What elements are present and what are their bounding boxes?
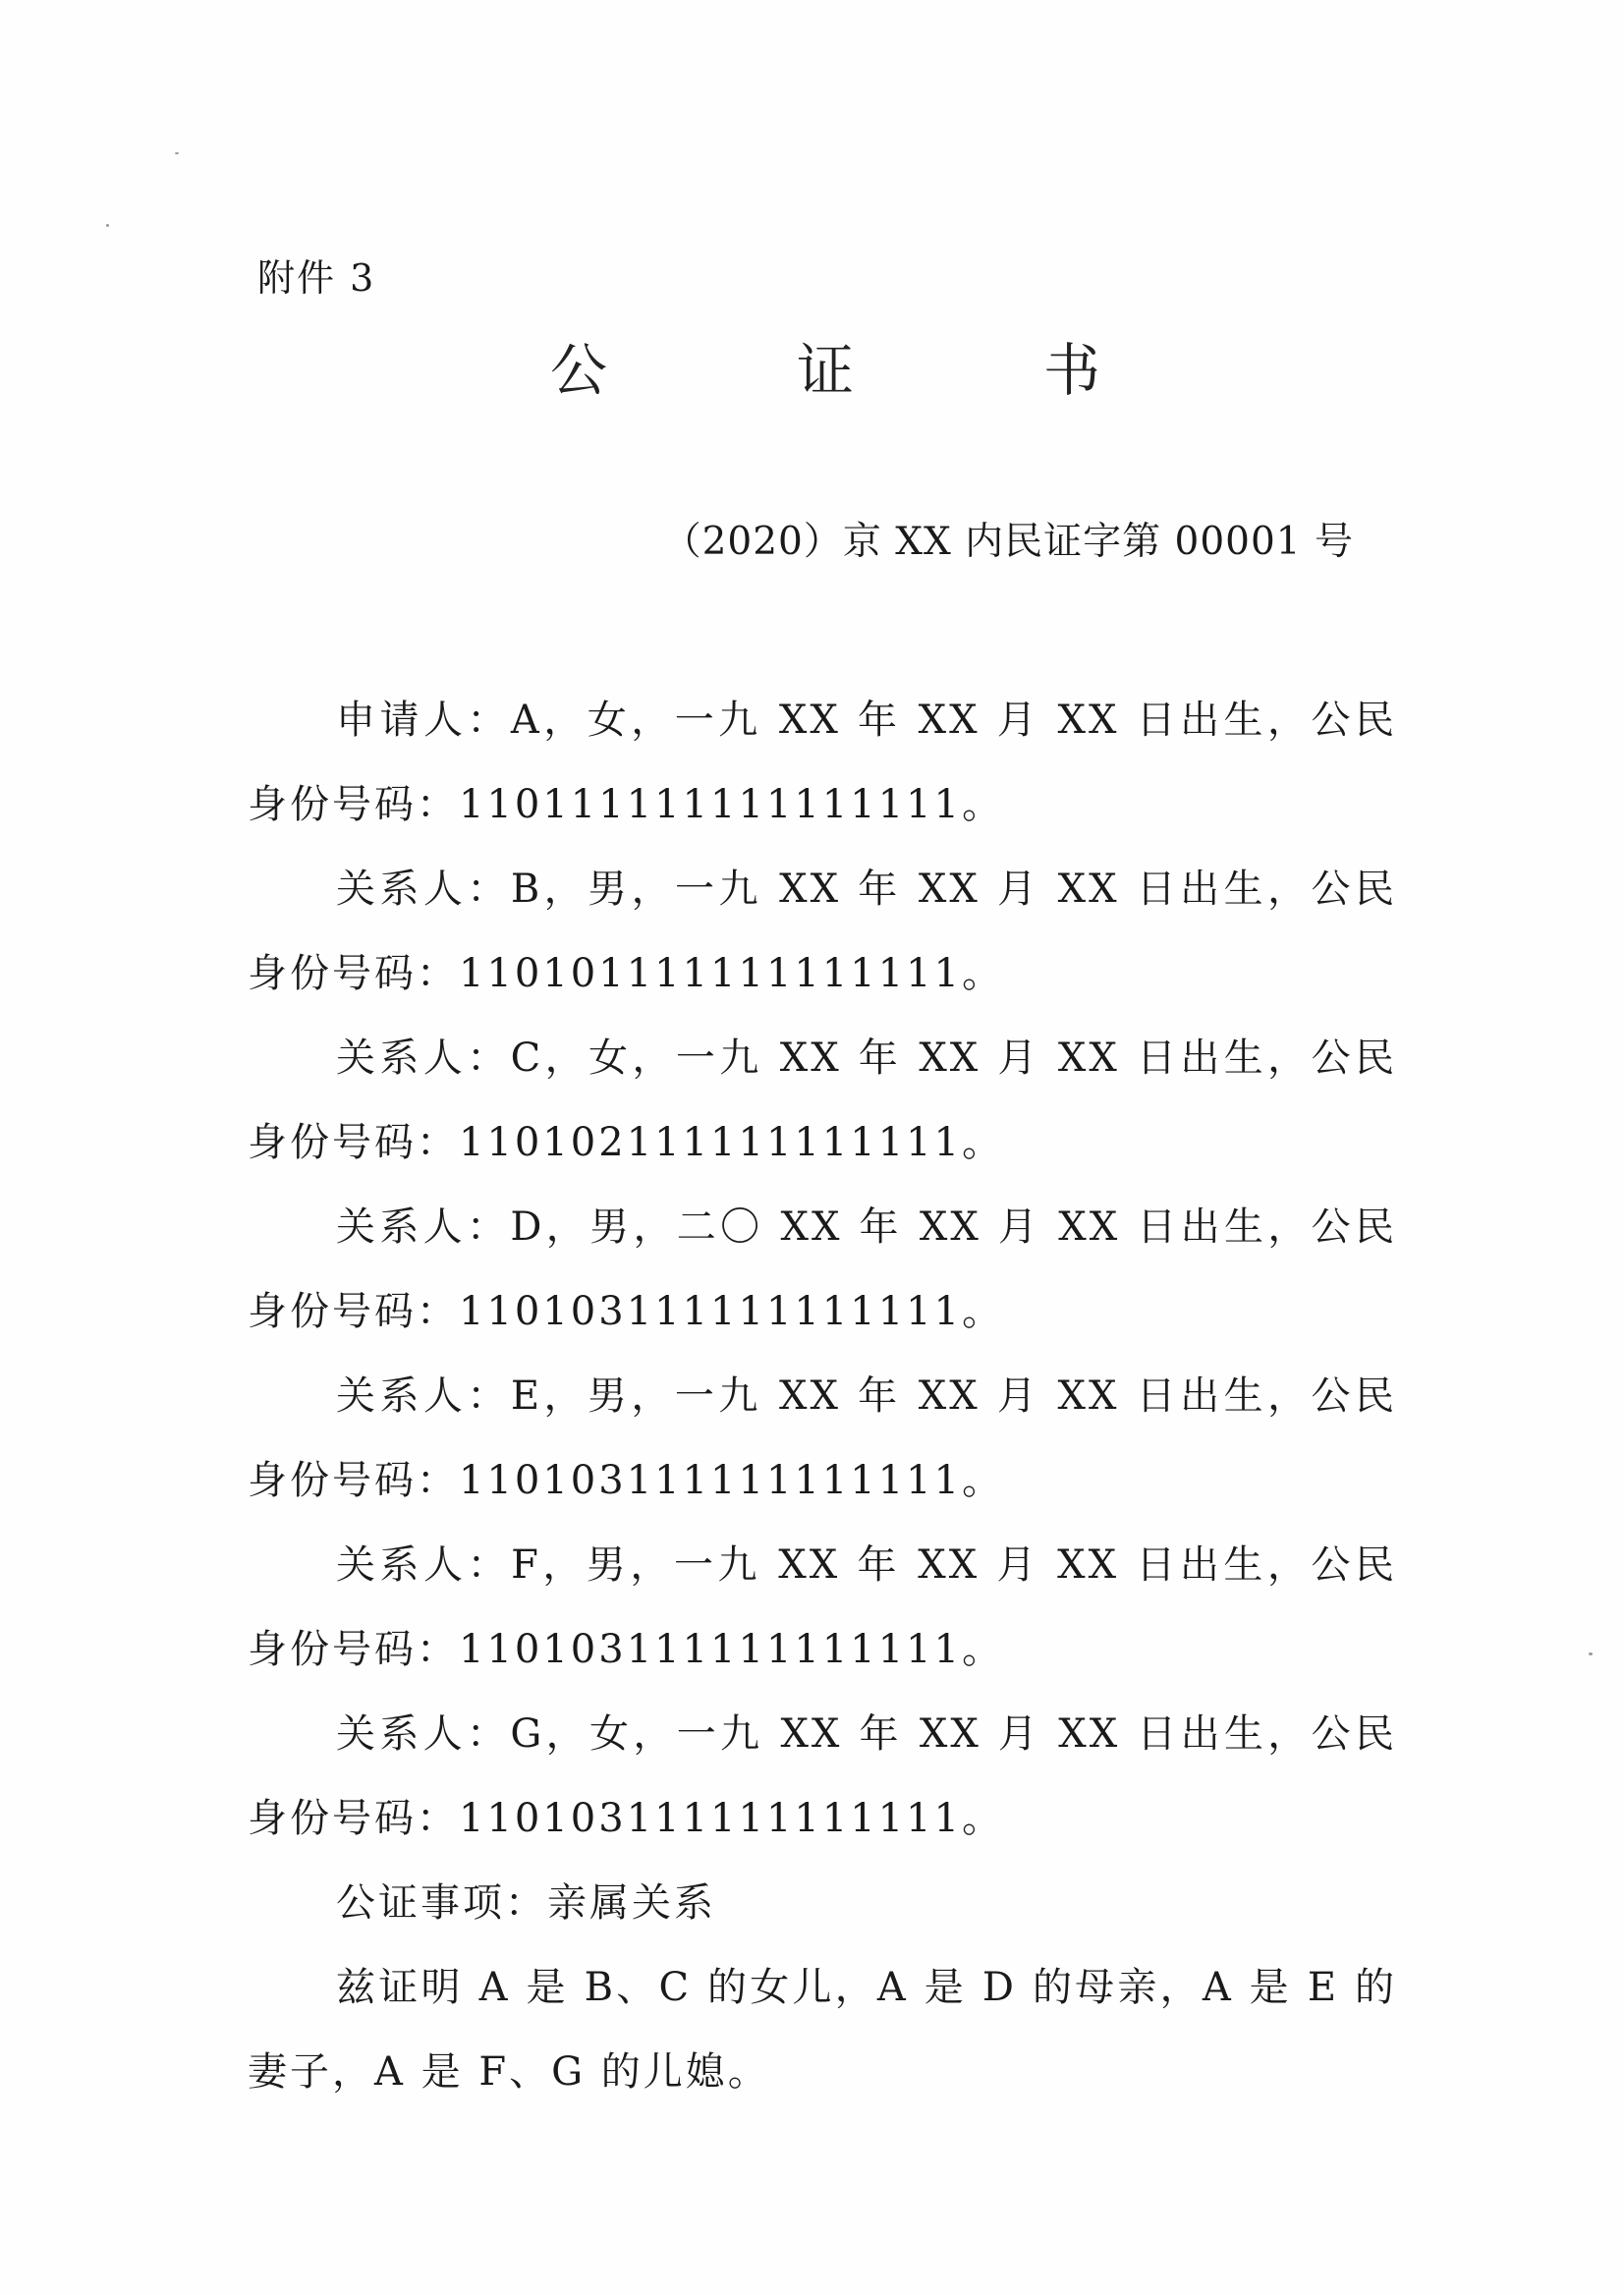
title-char-1: 公: [550, 337, 608, 404]
attachment-label: 附件 3: [257, 256, 376, 300]
related-person-g-paragraph: 关系人：G，女，一九 XX 年 XX 月 XX 日出生，公民身份号码：110103111111111111。: [248, 1711, 1397, 1841]
title-char-2: 证: [796, 337, 854, 404]
scan-speck: [106, 224, 109, 227]
applicant-paragraph: 申请人：A，女，一九 XX 年 XX 月 XX 日出生，公民身份号码：110111111111111111。: [248, 698, 1397, 827]
related-person-b-paragraph: 关系人：B，男，一九 XX 年 XX 月 XX 日出生，公民身份号码：110101111111111111。: [248, 867, 1397, 996]
related-person-e-paragraph: 关系人：E，男，一九 XX 年 XX 月 XX 日出生，公民身份号码：110103111111111111。: [248, 1373, 1397, 1503]
title-char-3: 书: [1042, 337, 1100, 404]
scan-speck: [175, 152, 179, 154]
related-person-c-paragraph: 关系人：C，女，一九 XX 年 XX 月 XX 日出生，公民身份号码：110102111111111111。: [248, 1036, 1397, 1165]
document-body: [248, 678, 1397, 2114]
certification-statement-paragraph: 兹证明 A 是 B、C 的女儿，A 是 D 的母亲，A 是 E 的妻子，A 是 F、G 的儿媳。: [248, 1965, 1397, 2095]
document-number: （2020）京 XX 内民证字第 00001 号: [662, 520, 1354, 564]
scan-speck: [1589, 1652, 1593, 1655]
related-person-f-paragraph: 关系人：F，男，一九 XX 年 XX 月 XX 日出生，公民身份号码：110103111111111111。: [248, 1542, 1397, 1672]
notarization-matter-paragraph: 公证事项：亲属关系: [336, 1880, 716, 1926]
document-title: [550, 324, 1100, 407]
related-person-d-paragraph: 关系人：D，男，二〇 XX 年 XX 月 XX 日出生，公民身份号码：110103111111111111。: [248, 1204, 1397, 1334]
